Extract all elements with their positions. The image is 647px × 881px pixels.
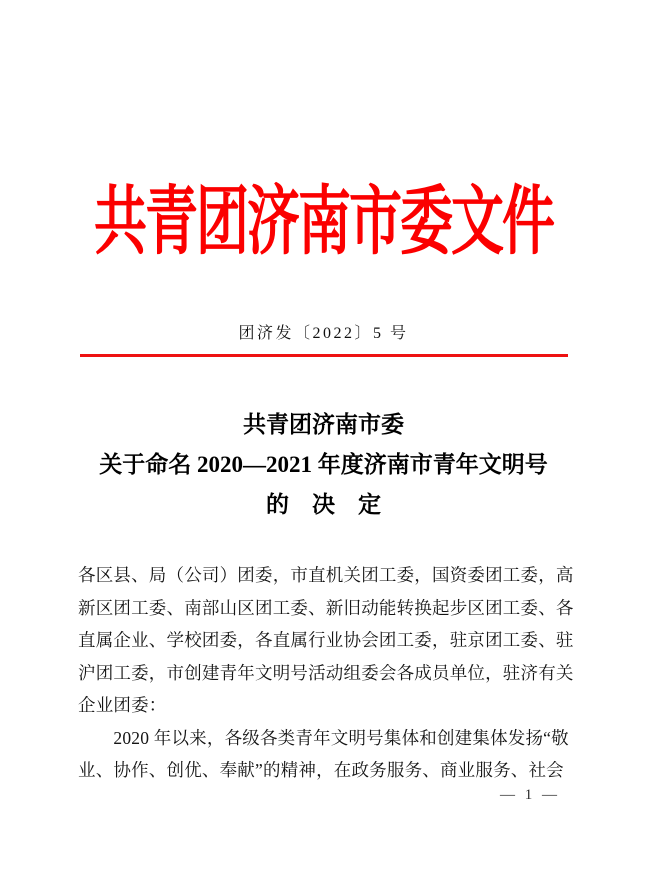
page-number: — 1 — [500, 787, 560, 803]
body-line: 直属企业、学校团委，各直属行业协会团工委，驻京团工委、驻 [78, 630, 574, 650]
document-title [0, 405, 647, 525]
red-divider-line [80, 354, 568, 357]
body-line: 业、协作、创优、奉献”的精神，在政务服务、商业服务、社会 [78, 760, 564, 780]
body-line: 各区县、局（公司）团委，市直机关团工委，国资委团工委，高 [78, 565, 574, 585]
title-line: 共青团济南市委 [243, 412, 404, 437]
body-line: 沪团工委，市创建青年文明号活动组委会各成员单位，驻济有关 [78, 662, 574, 683]
title-line: 关于命名 2020—2021 年度济南市青年文明号 [99, 452, 548, 477]
document-number: 团济发〔2022〕5 号 [238, 325, 409, 342]
masthead-title: 共青团济南市委文件 [94, 181, 553, 265]
body-text [78, 559, 574, 819]
body-line: 2020 年以来，各级各类青年文明号集体和创建集体发扬“敬 [78, 727, 569, 748]
title-line: 的 决 定 [266, 492, 381, 517]
body-line: 新区团工委、南部山区团工委、新旧动能转换起步区团工委、各 [78, 597, 574, 618]
body-line: 企业团委： [78, 695, 167, 715]
